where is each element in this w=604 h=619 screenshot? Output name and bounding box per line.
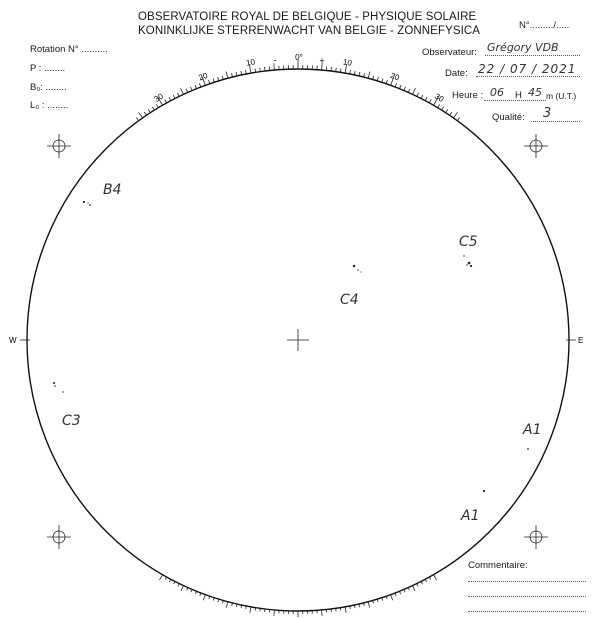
quality-value: 3 [543, 106, 552, 121]
scale-plus-sign: + [319, 56, 325, 66]
scale-label-left-20: 20 [197, 70, 209, 83]
scale-tick-bottom [413, 586, 416, 591]
group-label-c5: C5 [459, 234, 478, 250]
scale-tick-bottom [160, 575, 163, 580]
l0-field: L₀ : ........ [30, 100, 69, 111]
scale-tick [226, 72, 228, 79]
west-label: W [9, 336, 17, 345]
p-field: P : ........ [30, 63, 66, 74]
group-label-a1-south: A1 [461, 508, 480, 524]
registration-mark-bottom-right [524, 525, 548, 549]
scale-label-0: 0° [295, 53, 303, 62]
comment-line-3 [468, 605, 586, 612]
scale-tick-bottom [391, 595, 393, 601]
date-label: Date: [445, 68, 468, 79]
scale-tick-bottom [250, 607, 251, 613]
time-h: H [515, 90, 522, 101]
comment-label: Commentaire: [468, 560, 528, 571]
sunspot-group-a1-north-dot [527, 448, 529, 450]
time-minutes: 45 [528, 86, 542, 99]
sheet-number: N°........./..... [519, 20, 570, 31]
scale-tick-bottom [322, 610, 323, 616]
sunspot-group-c4-dots [353, 265, 362, 273]
group-label-a1-north: A1 [523, 422, 542, 438]
scale-label-right-10: 10 [342, 57, 353, 68]
scale-tick-bottom [345, 607, 346, 613]
scale-tick [413, 88, 416, 94]
registration-mark-top-right [524, 134, 548, 158]
sunspot-group-b4-dots [83, 201, 91, 206]
registration-mark-top-left [47, 134, 71, 158]
scale-label-right-30: 30 [433, 91, 446, 104]
observer-value: Grégory VDB [487, 41, 559, 54]
scale-tick [368, 72, 370, 79]
scale-minus-sign: - [273, 55, 277, 65]
registration-mark-bottom-left [47, 525, 71, 549]
group-label-c4: C4 [340, 292, 359, 308]
comment-line-1 [468, 575, 586, 582]
scale-tick-bottom [181, 586, 184, 591]
scale-tick-bottom [203, 595, 205, 601]
scale-tick [453, 112, 457, 118]
group-label-c3: C3 [62, 413, 81, 429]
observer-label: Observateur: [422, 47, 477, 58]
scale-label-left-30: 30 [152, 91, 165, 104]
scale-label-left-10: 10 [245, 57, 256, 68]
sunspot-group-c3-dots [53, 382, 64, 393]
scale-tick [181, 88, 184, 94]
title-line-1: OBSERVATOIRE ROYAL DE BELGIQUE - PHYSIQUE SOLAIRE [138, 11, 477, 23]
comment-line-2 [468, 590, 586, 597]
b0-field: B₀: ........ [30, 82, 67, 93]
group-label-b4: B4 [103, 182, 122, 198]
scale-tick-bottom [434, 575, 437, 580]
scale-tick-bottom [226, 602, 228, 608]
scale-tick [139, 112, 143, 118]
scale-label-right-20: 20 [389, 70, 401, 83]
title-line-2: KONINKLIJKE STERRENWACHT VAN BELGIE - ZONNEFYSICA [138, 25, 481, 37]
sunspot-group-c5-dots [463, 255, 472, 267]
time-unit: m (U.T.) [546, 91, 577, 101]
scale-tick-bottom [274, 610, 275, 616]
sunspot-group-a1-south-dot [483, 490, 485, 492]
quality-label: Qualité: [492, 112, 525, 123]
scale-tick-bottom [368, 602, 370, 608]
east-label: E [578, 336, 584, 345]
disk-center-cross [287, 329, 309, 351]
time-label: Heure : [452, 90, 484, 101]
time-hours: 06 [490, 86, 504, 99]
rotation-field: Rotation N° .......... [30, 44, 108, 55]
date-value: 22 / 07 / 2021 [478, 62, 577, 76]
